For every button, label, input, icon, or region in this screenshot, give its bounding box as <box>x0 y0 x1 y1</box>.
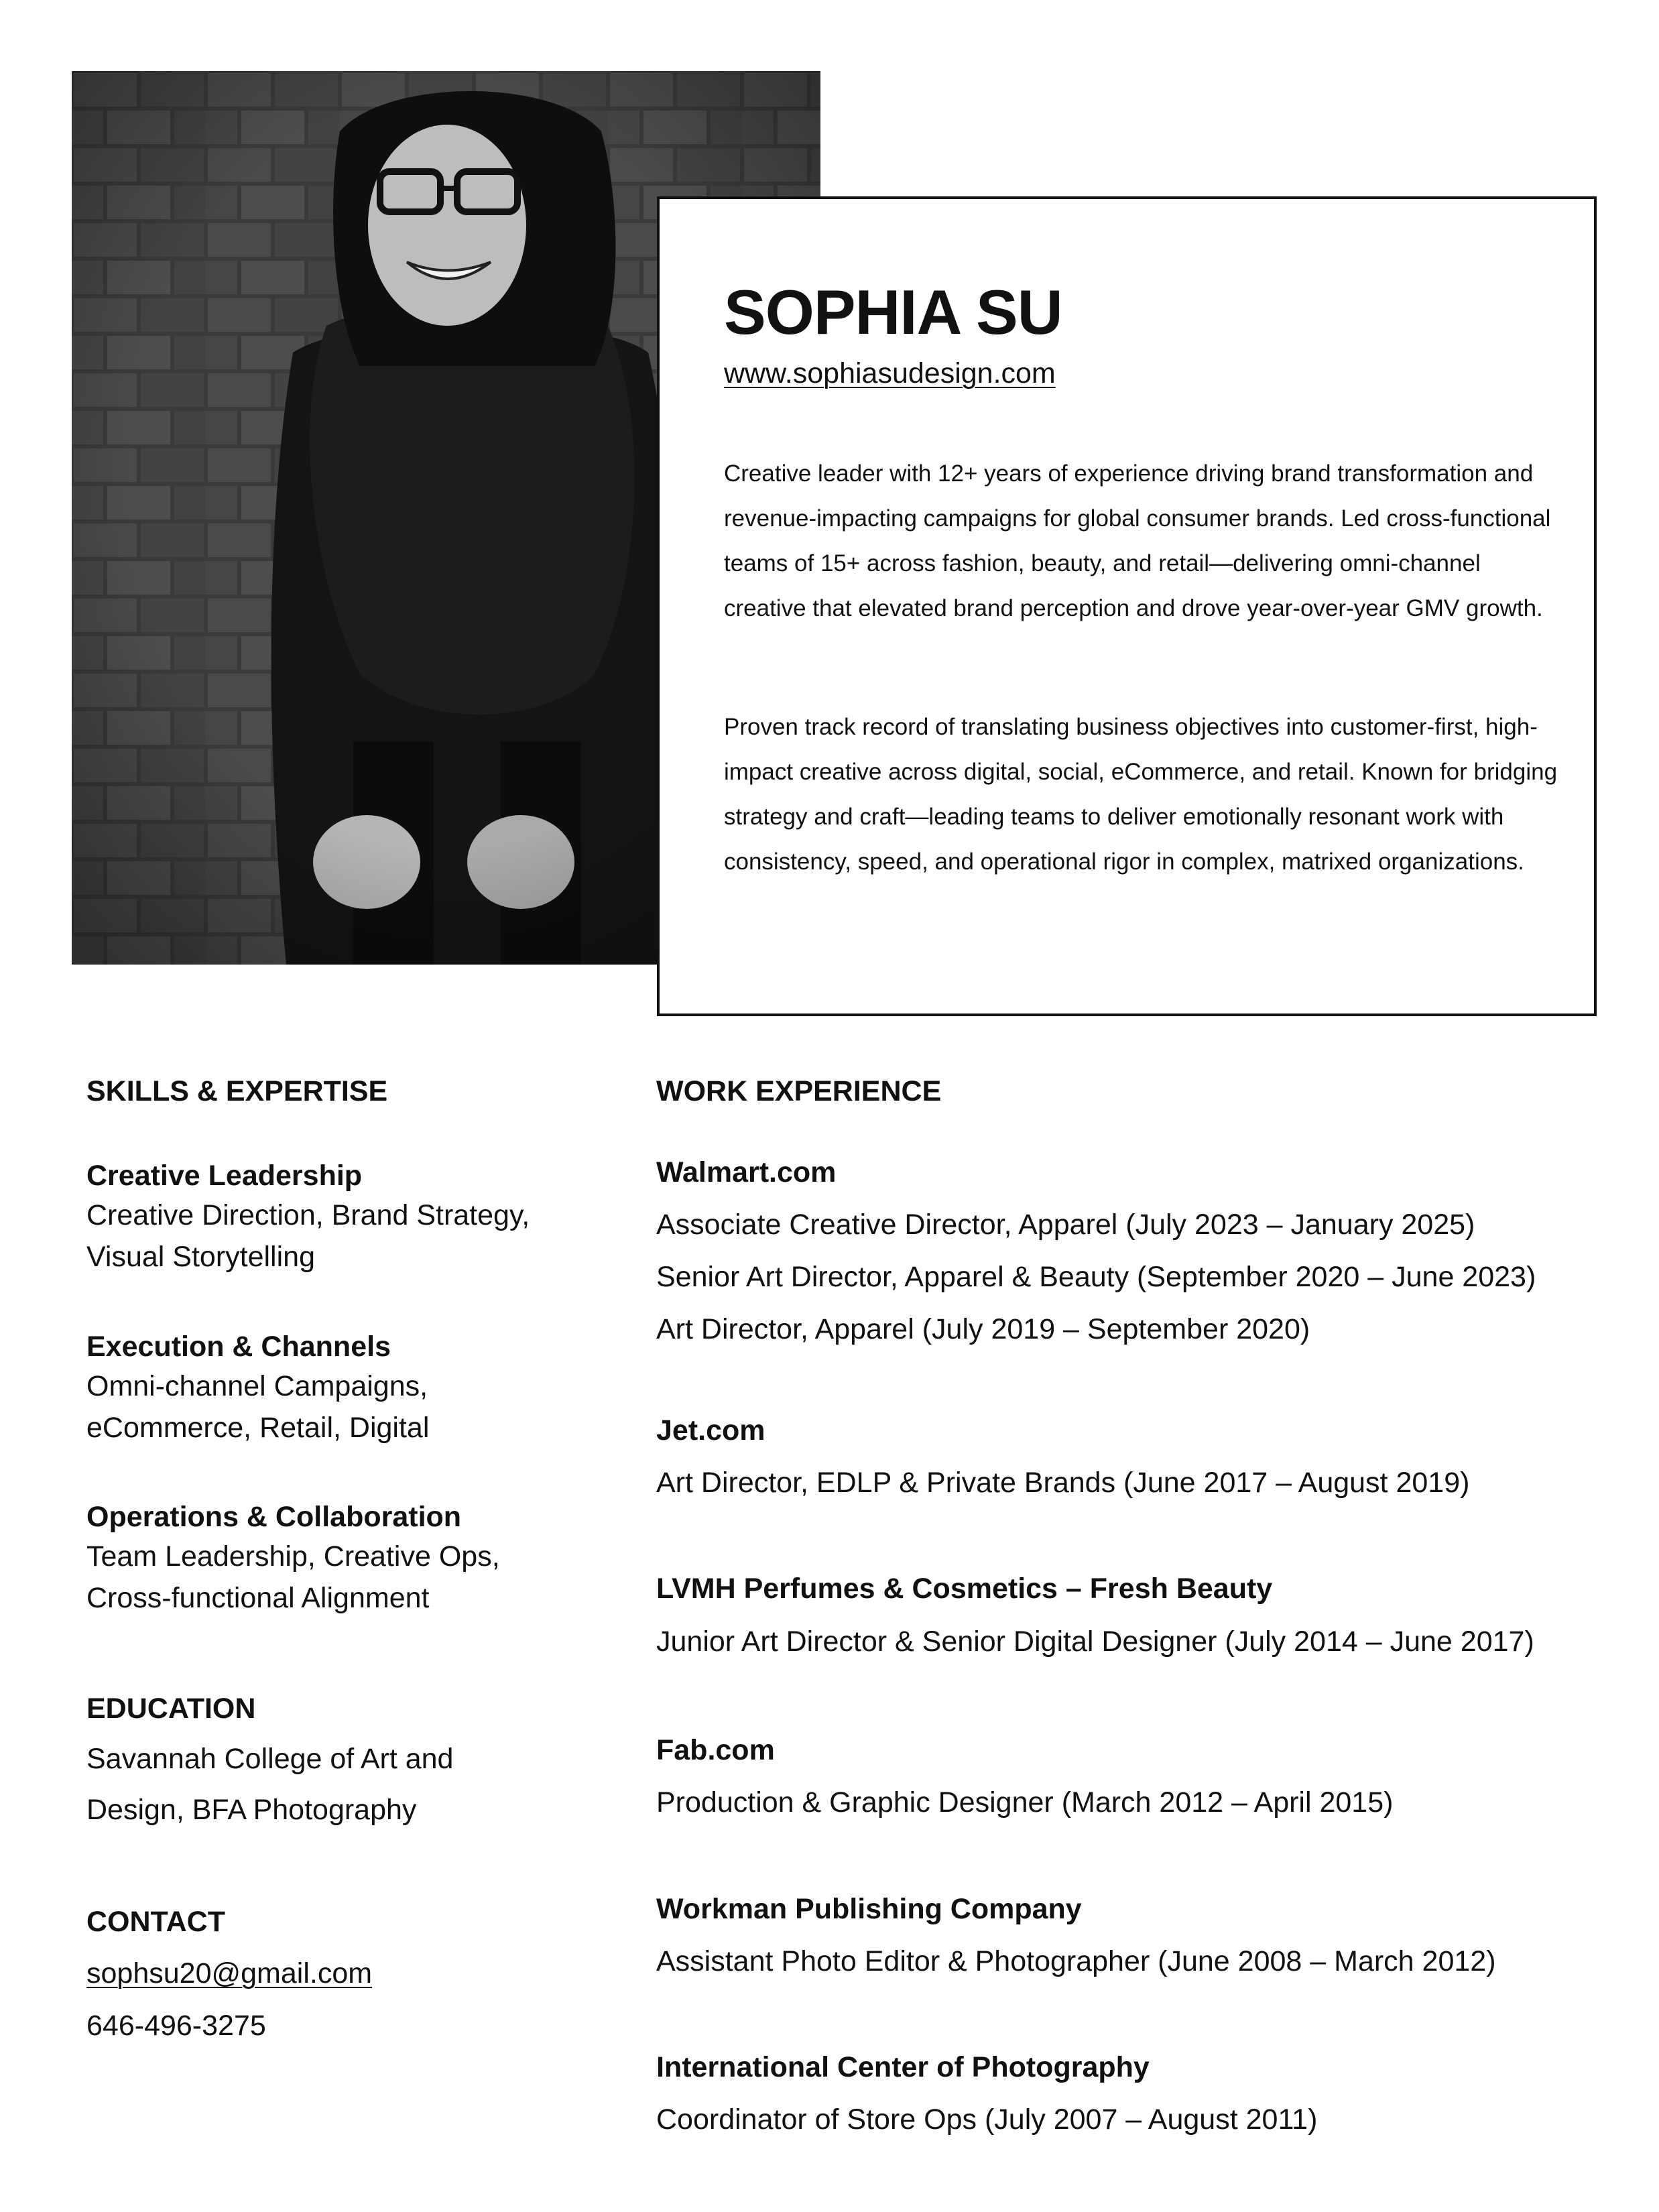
job-company: Walmart.com <box>656 1156 837 1188</box>
skill-group-items: Creative Direction, Brand Strategy, Visual Storytelling <box>86 1199 530 1273</box>
job-company: LVMH Perfumes & Cosmetics – Fresh Beauty <box>656 1573 1273 1605</box>
job-company: Fab.com <box>656 1734 775 1766</box>
education-heading: EDUCATION <box>86 1693 256 1725</box>
skill-group-items: Team Leadership, Creative Ops, Cross-functional Alignment <box>86 1540 500 1614</box>
summary-paragraph: Proven track record of translating business objectives into customer-first, high-impact creative across digital, social, eCommerce, and retail. Known for bridging strategy and craft—leading teams to deliver emotionally resonant work with consistency, speed, and operational rigor in complex, matrixed organizations. <box>724 714 1558 875</box>
contact-email-link[interactable]: sophsu20@gmail.com <box>86 1957 373 1989</box>
job-company: International Center of Photography <box>656 2051 1150 2083</box>
job-role: Junior Art Director & Senior Digital Designer (July 2014 – June 2017) <box>656 1625 1534 1658</box>
summary-paragraph: Creative leader with 12+ years of experience driving brand transformation and revenue-impacting campaigns for global consumer brands. Led cross-functional teams of 15+ across fashion, beauty, and retail—delivering omni-channel creative that elevated brand perception and drove year-over-year GMV growth. <box>724 460 1551 621</box>
job-role: Assistant Photo Editor & Photographer (June 2008 – March 2012) <box>656 1945 1496 1977</box>
job-role: Senior Art Director, Apparel & Beauty (September 2020 – June 2023) <box>656 1261 1536 1293</box>
skill-group-title: Operations & Collaboration <box>86 1501 462 1533</box>
job-role: Associate Creative Director, Apparel (July 2023 – January 2025) <box>656 1209 1475 1241</box>
skill-group-title: Creative Leadership <box>86 1160 363 1192</box>
job-company: Jet.com <box>656 1414 765 1447</box>
education-text: Savannah College of Art and Design, BFA Photography <box>86 1743 454 1826</box>
job-company: Workman Publishing Company <box>656 1893 1082 1925</box>
job-role: Coordinator of Store Ops (July 2007 – August 2011) <box>656 2103 1318 2136</box>
job-role: Production & Graphic Designer (March 2012 – April 2015) <box>656 1786 1394 1819</box>
portfolio-link[interactable]: www.sophiasudesign.com <box>724 357 1056 389</box>
skills-heading: SKILLS & EXPERTISE <box>86 1075 388 1107</box>
job-role: Art Director, Apparel (July 2019 – September 2020) <box>656 1313 1310 1345</box>
work-experience-heading: WORK EXPERIENCE <box>656 1075 942 1107</box>
skill-group-items: Omni-channel Campaigns, eCommerce, Retail, Digital <box>86 1370 430 1444</box>
skill-group-title: Execution & Channels <box>86 1331 391 1363</box>
intro-card <box>657 196 1597 1016</box>
job-role: Art Director, EDLP & Private Brands (June 2017 – August 2019) <box>656 1467 1470 1499</box>
contact-heading: CONTACT <box>86 1906 226 1938</box>
contact-phone: 646-496-3275 <box>86 2010 266 2042</box>
candidate-name: SOPHIA SU <box>724 277 1062 347</box>
